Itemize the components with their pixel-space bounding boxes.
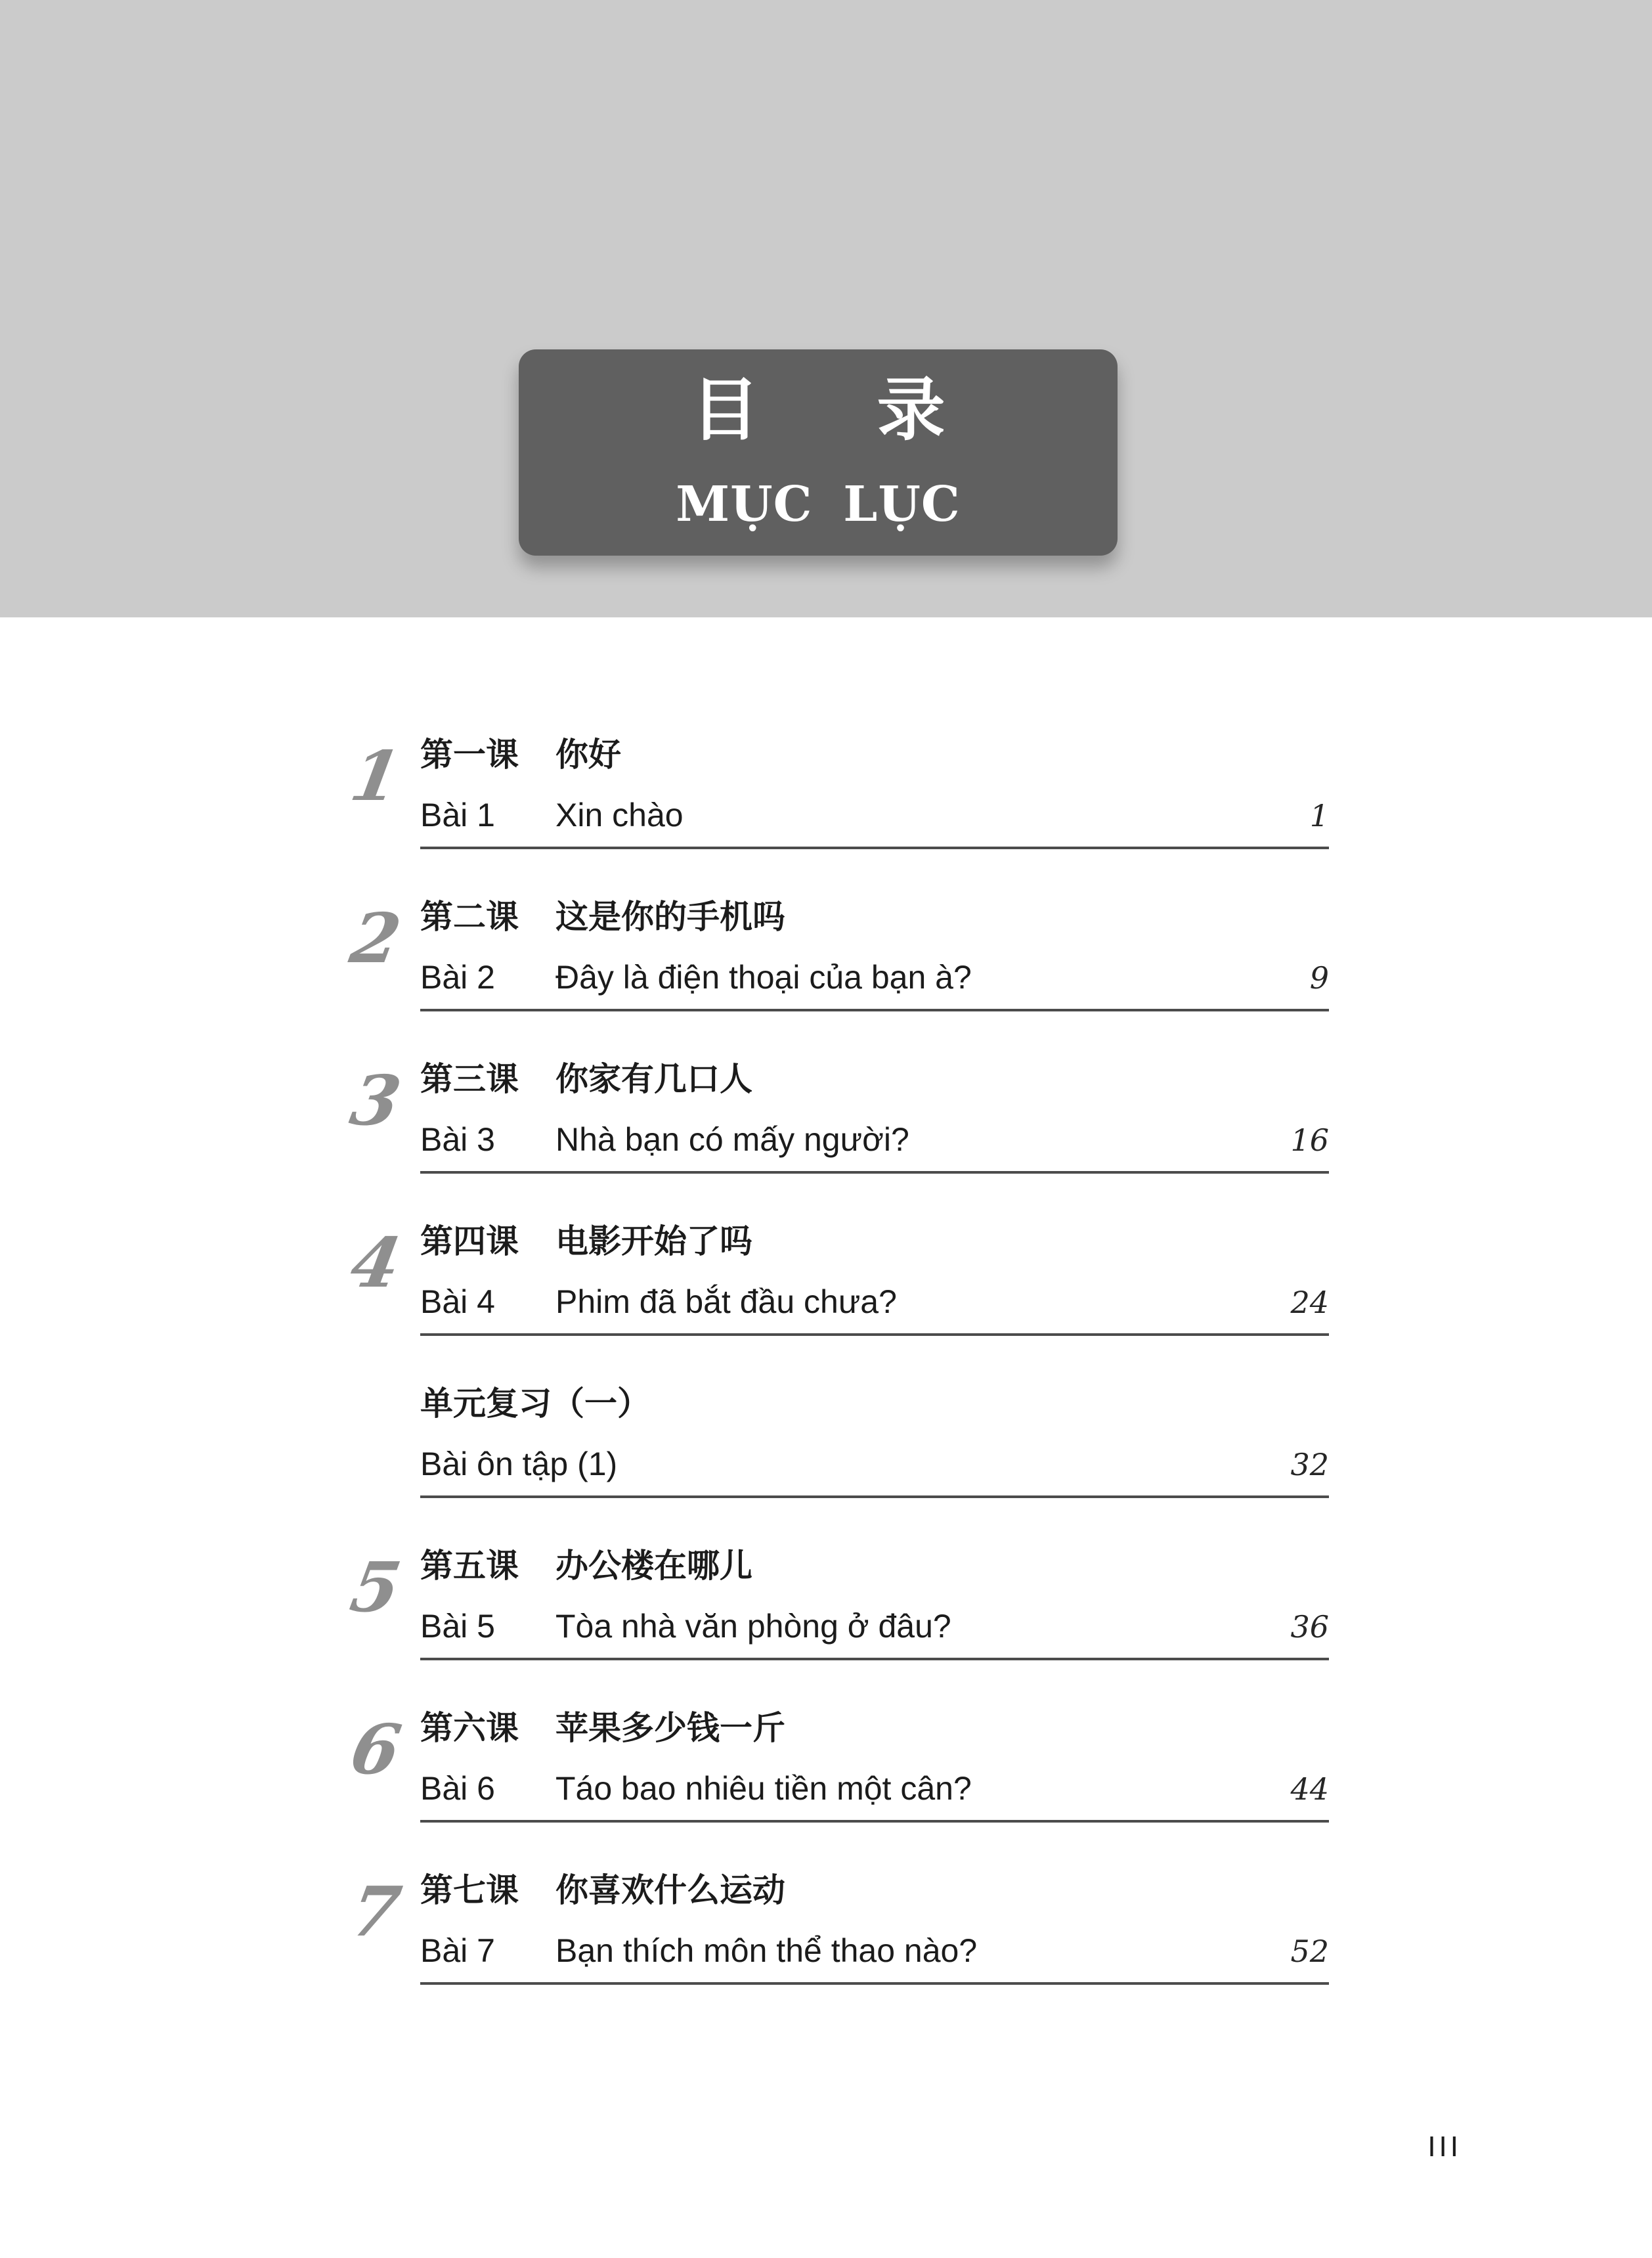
toc-entry: [345, 734, 1329, 849]
lesson-title-vietnamese: Tòa nhà văn phòng ở đâu?: [555, 1608, 951, 1645]
lesson-label-chinese: 第六课: [420, 1710, 519, 1746]
lesson-label-vietnamese: Bài 4: [420, 1283, 495, 1320]
toc-entry: [345, 1870, 1329, 1985]
header-banner: [0, 0, 1652, 617]
toc-entry: [345, 1545, 1329, 1660]
lesson-page-number: 16: [1290, 1122, 1329, 1158]
lesson-line-vietnamese: [420, 1281, 1329, 1323]
lesson-page-number: 9: [1309, 960, 1329, 996]
toc-entry: [345, 897, 1329, 1011]
lesson-line-chinese: [420, 1221, 1329, 1262]
lesson-title-chinese: 苹果多少钱一斤: [555, 1710, 785, 1746]
folio-page-number: III: [1427, 2131, 1462, 2163]
lesson-label-chinese: 第三课: [420, 1061, 519, 1097]
lesson-number-decor: 3: [345, 1060, 407, 1141]
lesson-number-decor: 2: [345, 898, 407, 979]
lesson-label-vietnamese: Bài 6: [420, 1770, 495, 1807]
lesson-number-decor: 4: [345, 1222, 407, 1303]
lesson-page-number: 52: [1290, 1934, 1329, 1969]
toc-list: [345, 734, 1329, 2032]
lesson-line-chinese: [420, 1708, 1329, 1748]
lesson-title-vietnamese: Táo bao nhiêu tiền một cân?: [555, 1770, 972, 1807]
page-title-chinese: 目 录: [691, 372, 946, 449]
lesson-line-vietnamese: [420, 1119, 1329, 1161]
lesson-number-decor: 6: [345, 1709, 407, 1790]
lesson-line-chinese: [420, 1059, 1329, 1099]
lesson-title-vietnamese: Nhà bạn có mấy người?: [555, 1121, 909, 1158]
lesson-label-vietnamese: Bài ôn tập (1): [420, 1446, 618, 1482]
lesson-line-vietnamese: [420, 795, 1329, 836]
lesson-line-chinese: [420, 1545, 1329, 1586]
lesson-title-vietnamese: Đây là điện thoại của bạn à?: [555, 959, 972, 996]
lesson-label-vietnamese: Bài 2: [420, 959, 495, 996]
lesson-title-chinese: 办公楼在哪儿: [555, 1547, 752, 1584]
lesson-label-chinese: 第四课: [420, 1223, 519, 1260]
lesson-title-vietnamese: Xin chào: [555, 797, 684, 833]
toc-entry: [345, 1221, 1329, 1336]
lesson-line-chinese: [420, 897, 1329, 937]
toc-entry: [345, 1059, 1329, 1174]
lesson-line-vietnamese: [420, 1444, 1329, 1485]
lesson-label-chinese: 第二课: [420, 898, 519, 935]
lesson-page-number: 32: [1290, 1447, 1329, 1482]
lesson-page-number: 36: [1290, 1609, 1329, 1645]
lesson-label-vietnamese: Bài 5: [420, 1608, 495, 1645]
lesson-title-vietnamese: Phim đã bắt đầu chưa?: [555, 1283, 897, 1320]
lesson-number-decor: 1: [345, 736, 407, 816]
lesson-label-vietnamese: Bài 1: [420, 797, 495, 833]
lesson-line-vietnamese: [420, 1930, 1329, 1972]
page-title-vietnamese: MỤC LỤC: [676, 476, 961, 533]
lesson-title-chinese: 你好: [555, 736, 621, 773]
lesson-label-chinese: 第一课: [420, 736, 519, 773]
lesson-label-vietnamese: Bài 3: [420, 1121, 495, 1158]
lesson-title-chinese: 你喜欢什么运动: [555, 1872, 785, 1909]
lesson-label-chinese: 单元复习（一）: [420, 1385, 650, 1422]
lesson-label-chinese: 第五课: [420, 1547, 519, 1584]
lesson-page-number: 1: [1309, 798, 1329, 833]
lesson-line-vietnamese: [420, 1606, 1329, 1647]
lesson-title-chinese: 电影开始了吗: [555, 1223, 752, 1260]
lesson-title-chinese: 这是你的手机吗: [555, 898, 785, 935]
title-box: [519, 349, 1118, 556]
lesson-title-vietnamese: Bạn thích môn thể thao nào?: [555, 1932, 978, 1969]
lesson-label-vietnamese: Bài 7: [420, 1932, 495, 1969]
toc-entry: [420, 1383, 1329, 1498]
lesson-line-vietnamese: [420, 957, 1329, 998]
lesson-line-chinese: [420, 1870, 1329, 1911]
lesson-number-decor: 7: [345, 1871, 407, 1952]
lesson-title-chinese: 你家有几口人: [555, 1061, 752, 1097]
lesson-line-vietnamese: [420, 1768, 1329, 1809]
lesson-page-number: 44: [1290, 1771, 1329, 1807]
toc-entry: [345, 1708, 1329, 1823]
lesson-number-decor: 5: [345, 1547, 407, 1627]
lesson-line-chinese: [420, 734, 1329, 775]
lesson-line-chinese: [420, 1383, 1329, 1424]
lesson-label-chinese: 第七课: [420, 1872, 519, 1909]
lesson-page-number: 24: [1290, 1285, 1329, 1320]
